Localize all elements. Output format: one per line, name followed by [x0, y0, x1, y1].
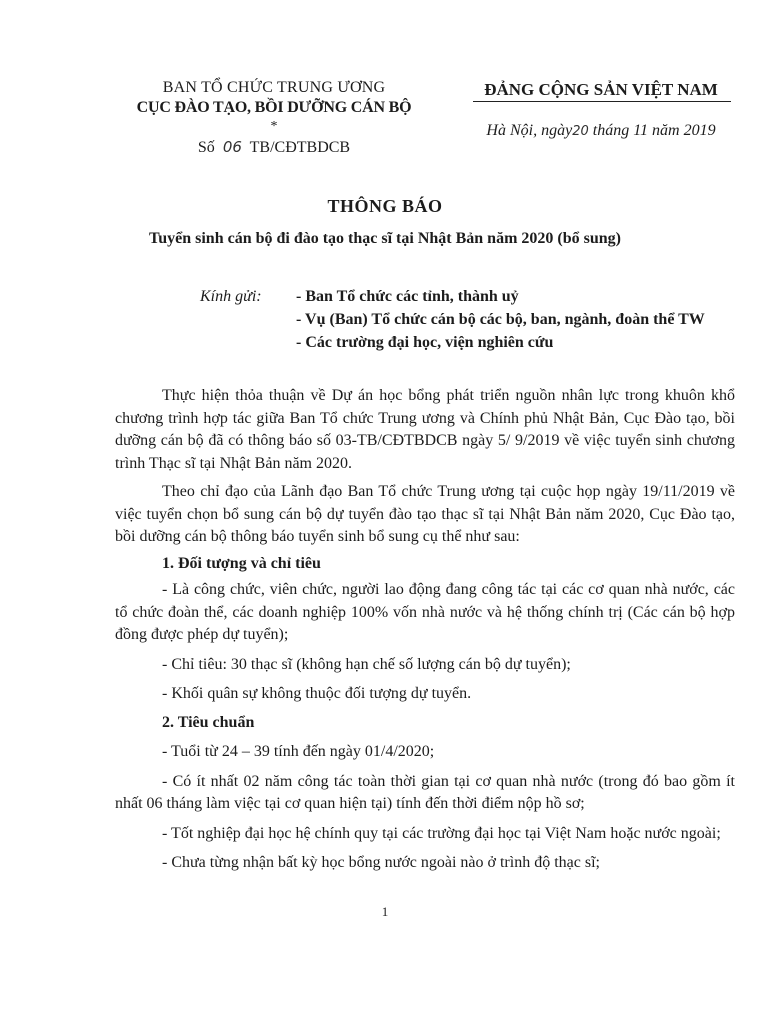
recipient-item: - Vụ (Ban) Tổ chức cán bộ các bộ, ban, ngành, đoàn thể TW: [296, 311, 705, 328]
list-item: - Chỉ tiêu: 30 thạc sĩ (không hạn chế số lượng cán bộ dự tuyển);: [162, 655, 571, 673]
date-suffix: tháng 11 năm 2019: [592, 122, 716, 139]
document-number: [118, 136, 430, 159]
party-underline: [473, 101, 731, 102]
doc-no-handwritten: 06: [222, 138, 242, 156]
org-department: CỤC ĐÀO TẠO, BỒI DƯỠNG CÁN BỘ: [136, 99, 412, 116]
date-prefix: Hà Nội, ngày: [486, 122, 573, 139]
body-text: [115, 385, 735, 875]
doc-no-prefix: Số: [197, 139, 215, 156]
recipient-item: - Các trường đại học, viện nghiên cứu: [296, 334, 554, 351]
list-item: - Chưa từng nhận bất kỳ học bổng nước ngoài nào ở trình độ thạc sĩ;: [162, 854, 600, 871]
doc-no-suffix: TB/CĐTBDCB: [249, 139, 351, 156]
org-parent: BAN TỔ CHỨC TRUNG ƯƠNG: [162, 79, 386, 96]
recipients-label: Kính gửi:: [200, 288, 262, 305]
list-item: - Tuổi từ 24 – 39 tính đến ngày 01/4/2020;: [162, 743, 435, 760]
list-item: - Khối quân sự không thuộc đối tượng dự tuyển.: [162, 685, 472, 702]
document-title: THÔNG BÁO: [327, 196, 443, 216]
star-mark: *: [270, 119, 278, 134]
party-name: ĐẢNG CỘNG SẢN VIỆT NAM: [484, 80, 718, 99]
section-heading-1: 1. Đối tượng và chỉ tiêu: [162, 554, 321, 572]
date-line: [465, 120, 737, 143]
issuing-organization: [118, 78, 430, 159]
paragraph-intro: Thực hiện thỏa thuận về Dự án học bổng phát triển nguồn nhân lực trong khuôn khổ chương trình hợp tác giữa Ban Tổ chức Trung ương và Chính phủ Nhật Bản, Cục Đào tạo, bồi dưỡng cán bộ đã có thông báo số 03-TB/CĐTBDCB ngày 5/ 9/2019 về việc tuyển sinh chương trình Thạc sĩ tại Nhật Bản năm 2020.: [115, 387, 735, 472]
page-number: 1: [381, 904, 389, 919]
list-item: - Có ít nhất 02 năm công tác toàn thời gian tại cơ quan nhà nước (trong đó bao gồm ít nhất 06 tháng làm việc tại cơ quan hiện tại) tính đến thời điểm nộp hồ sơ;: [115, 772, 735, 812]
recipient-item: - Ban Tổ chức các tỉnh, thành uỷ: [296, 288, 519, 305]
list-item: - Là công chức, viên chức, người lao động đang công tác tại các cơ quan nhà nước, các tổ chức đoàn thể, các doanh nghiệp 100% vốn nhà nước và hệ thống chính trị (Các cán bộ hợp đồng được phép dự tuyển);: [115, 581, 735, 643]
list-item: - Tốt nghiệp đại học hệ chính quy tại các trường đại học tại Việt Nam hoặc nước ngoài;: [162, 824, 721, 842]
document-subtitle: Tuyển sinh cán bộ đi đào tạo thạc sĩ tại Nhật Bản năm 2020 (bổ sung): [149, 230, 621, 247]
date-day-handwritten: 20: [572, 124, 589, 139]
section-heading-2: 2. Tiêu chuẩn: [162, 713, 255, 731]
paragraph-directive: Theo chỉ đạo của Lãnh đạo Ban Tổ chức Trung ương tại cuộc họp ngày 19/11/2019 về việc tuyển chọn bổ sung cán bộ dự tuyển đào tạo thạc sĩ tại Nhật Bản năm 2020, Cục Đào tạo, bồi dưỡng cán bộ thông báo tuyển sinh bổ sung cụ thể như sau:: [115, 483, 735, 545]
